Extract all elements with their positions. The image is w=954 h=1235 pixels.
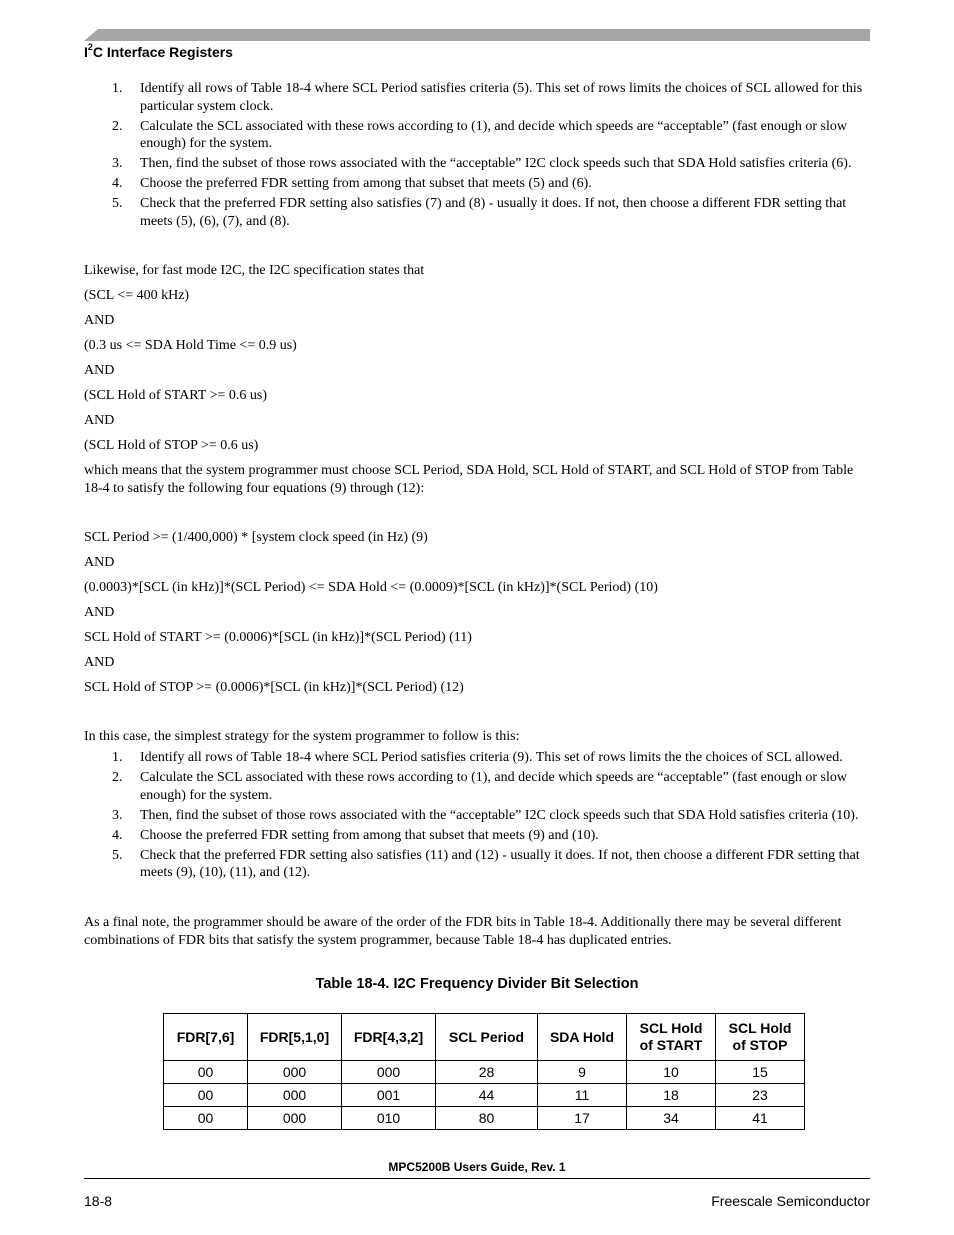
header-bar <box>84 29 870 41</box>
strategy-intro: In this case, the simplest strategy for the system programmer to follow is this: <box>84 729 520 744</box>
table-cell: 000 <box>248 1084 342 1107</box>
list-item <box>84 80 870 115</box>
list-text: Choose the preferred FDR setting from among that subset that meets (9) and (10). <box>140 827 599 843</box>
list-text: Calculate the SCL associated with these rows according to (1), and decide which speeds are “acceptable” (fast enough or slow enough) for the system. <box>140 118 847 151</box>
table-row <box>164 1107 805 1130</box>
equation-9: SCL Period >= (1/400,000) * [system clock speed (in Hz) (9) <box>84 530 428 545</box>
list-item <box>84 807 870 825</box>
list-number: 3. <box>112 156 123 171</box>
list-number: 3. <box>112 807 123 823</box>
footer-document-title: MPC5200B Users Guide, Rev. 1 <box>388 1160 566 1174</box>
table-cell: 00 <box>164 1107 248 1130</box>
list-text: Identify all rows of Table 18-4 where SCL Period satisfies criteria (9). This set of rows limits the the choices of SCL allowed. <box>140 750 843 765</box>
list-item <box>84 118 870 153</box>
equation-12: SCL Hold of STOP >= (0.0006)*[SCL (in kHz)]*(SCL Period) (12) <box>84 680 464 695</box>
section-prefix: I <box>84 44 88 60</box>
table-cell: 44 <box>436 1084 538 1107</box>
list-item <box>84 769 870 804</box>
list-text: Identify all rows of Table 18-4 where SCL Period satisfies criteria (5). This set of rows limits the choices of SCL allowed for this particular system clock. <box>140 81 863 114</box>
list-text: Calculate the SCL associated with these rows according to (1), and decide which speeds are “acceptable” (fast enough or slow enough) for the system. <box>140 770 847 803</box>
column-header: FDR[7,6] <box>164 1014 248 1061</box>
list-number: 4. <box>112 827 123 843</box>
condition-scl: (SCL <= 400 kHz) <box>84 288 190 303</box>
footer-divider <box>84 1178 870 1179</box>
list-text: Check that the preferred FDR setting also satisfies (7) and (8) - usually it does. If not, then choose a different FDR setting that meets (5), (6), (7), and (8). <box>140 196 847 229</box>
table-row <box>164 1084 805 1107</box>
column-header: SCL Hold of STOP <box>716 1014 805 1061</box>
table-caption: Table 18-4. I2C Frequency Divider Bit Selection <box>315 976 639 992</box>
column-header: FDR[4,3,2] <box>342 1014 436 1061</box>
table-cell: 00 <box>164 1084 248 1107</box>
list-item <box>84 175 870 193</box>
list-number: 5. <box>112 196 123 211</box>
equation-11: SCL Hold of START >= (0.0006)*[SCL (in kHz)]*(SCL Period) (11) <box>84 630 472 645</box>
list-number: 2. <box>112 770 123 785</box>
table-cell: 28 <box>436 1061 538 1084</box>
section-header <box>84 44 233 60</box>
strategy-steps-list <box>84 749 870 884</box>
table-cell: 17 <box>538 1107 627 1130</box>
table-cell: 34 <box>627 1107 716 1130</box>
section-title: C Interface Registers <box>92 44 233 60</box>
and-label: AND <box>84 313 115 328</box>
list-item <box>84 847 870 882</box>
table-cell: 000 <box>248 1107 342 1130</box>
table-cell: 000 <box>248 1061 342 1084</box>
page-number: 18-8 <box>84 1193 113 1209</box>
table-cell: 00 <box>164 1061 248 1084</box>
table-header-row <box>164 1014 805 1061</box>
footer-company: Freescale Semiconductor <box>711 1193 870 1209</box>
list-item <box>84 195 870 230</box>
column-header: SCL Period <box>436 1014 538 1061</box>
list-number: 2. <box>112 118 123 134</box>
final-note: As a final note, the programmer should be aware of the order of the FDR bits in Table 18-4. Additionally there may be several different combinations of FDR bits that satisfy the system programmer, because Table 18-4 has duplicated entries. <box>84 915 842 948</box>
list-text: Then, find the subset of those rows associated with the “acceptable” I2C clock speeds such that SDA Hold satisfies criteria (10). <box>140 807 859 823</box>
table-cell: 18 <box>627 1084 716 1107</box>
table-cell: 9 <box>538 1061 627 1084</box>
list-item <box>84 155 870 173</box>
table-cell: 001 <box>342 1084 436 1107</box>
list-item <box>84 827 870 845</box>
table-cell: 10 <box>627 1061 716 1084</box>
table-cell: 41 <box>716 1107 805 1130</box>
column-header: SCL Hold of START <box>627 1014 716 1061</box>
criteria-steps-list <box>84 80 870 233</box>
and-label: AND <box>84 363 115 378</box>
and-label: AND <box>84 605 115 620</box>
table-cell: 80 <box>436 1107 538 1130</box>
condition-hold-stop: (SCL Hold of STOP >= 0.6 us) <box>84 438 259 453</box>
table-cell: 000 <box>342 1061 436 1084</box>
and-label: AND <box>84 413 115 428</box>
table-cell: 11 <box>538 1084 627 1107</box>
table-row <box>164 1061 805 1084</box>
and-label: AND <box>84 655 115 670</box>
section-superscript: 2 <box>87 42 93 53</box>
table-cell: 15 <box>716 1061 805 1084</box>
which-paragraph: which means that the system programmer must choose SCL Period, SDA Hold, SCL Hold of START, and SCL Hold of STOP from Table 18-4 to satisfy the following four equations (9) through (12): <box>84 463 854 496</box>
condition-sda-hold: (0.3 us <= SDA Hold Time <= 0.9 us) <box>84 338 297 353</box>
list-item <box>84 749 870 767</box>
list-number: 1. <box>112 750 123 765</box>
column-header: SDA Hold <box>538 1014 627 1061</box>
list-text: Check that the preferred FDR setting also satisfies (11) and (12) - usually it does. If not, then choose a different FDR setting that meets (9), (10), (11), and (12). <box>140 847 860 880</box>
table-cell: 010 <box>342 1107 436 1130</box>
table-cell: 23 <box>716 1084 805 1107</box>
list-number: 5. <box>112 847 123 863</box>
list-text: Choose the preferred FDR setting from among that subset that meets (5) and (6). <box>140 176 592 191</box>
and-label: AND <box>84 555 115 570</box>
column-header: FDR[5,1,0] <box>248 1014 342 1061</box>
equation-10: (0.0003)*[SCL (in kHz)]*(SCL Period) <= SDA Hold <= (0.0009)*[SCL (in kHz)]*(SCL Period) (10) <box>84 580 658 595</box>
condition-hold-start: (SCL Hold of START >= 0.6 us) <box>84 388 268 403</box>
frequency-divider-table <box>163 1013 805 1130</box>
fastmode-intro: Likewise, for fast mode I2C, the I2C specification states that <box>84 263 425 278</box>
list-text: Then, find the subset of those rows associated with the “acceptable” I2C clock speeds such that SDA Hold satisfies criteria (6). <box>140 156 852 171</box>
list-number: 4. <box>112 176 123 191</box>
list-number: 1. <box>112 81 123 96</box>
